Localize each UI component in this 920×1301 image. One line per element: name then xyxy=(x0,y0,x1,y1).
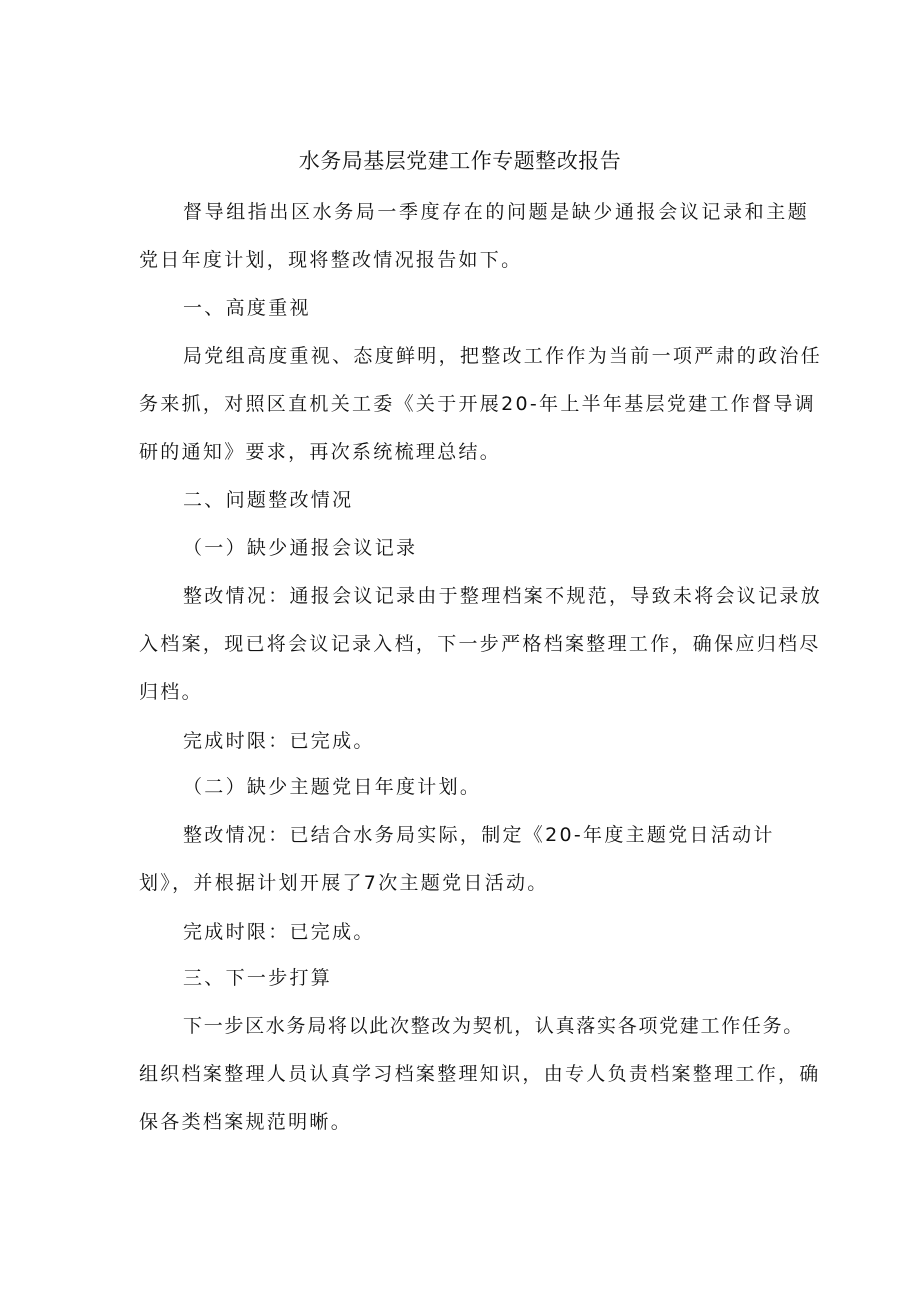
completion-deadline: 完成时限：已完成。 xyxy=(183,921,375,943)
paragraph-line: 研的通知》要求，再次系统梳理总结。 xyxy=(139,441,502,463)
paragraph-line: 归档。 xyxy=(139,681,203,703)
paragraph-line: 组织档案整理人员认真学习档案整理知识，由专人负责档案整理工作，确 xyxy=(139,1063,821,1085)
completion-deadline: 完成时限：已完成。 xyxy=(183,730,375,752)
document-title: 水务局基层党建工作专题整改报告 xyxy=(298,149,622,173)
paragraph-line: 保各类档案规范明晰。 xyxy=(139,1111,353,1133)
subsection-heading: （一）缺少通报会议记录 xyxy=(183,537,418,559)
paragraph-line: 整改情况：通报会议记录由于整理档案不规范，导致未将会议记录放 xyxy=(183,585,823,607)
paragraph-line: 整改情况：已结合水务局实际，制定《20-年度主题党日活动计 xyxy=(183,824,775,846)
paragraph-line: 划》，并根据计划开展了7次主题党日活动。 xyxy=(139,872,549,894)
section-heading: 一、高度重视 xyxy=(183,297,311,319)
paragraph-line: 下一步区水务局将以此次整改为契机，认真落实各项党建工作任务。 xyxy=(183,1015,805,1037)
section-heading: 二、问题整改情况 xyxy=(183,489,354,511)
subsection-heading: （二）缺少主题党日年度计划。 xyxy=(183,776,482,798)
paragraph-line: 局党组高度重视、态度鲜明，把整改工作作为当前一项严肃的政治任 xyxy=(183,345,823,367)
paragraph-line: 党日年度计划，现将整改情况报告如下。 xyxy=(139,249,523,271)
paragraph-line: 督导组指出区水务局一季度存在的问题是缺少通报会议记录和主题 xyxy=(183,201,810,223)
section-heading: 三、下一步打算 xyxy=(183,967,333,989)
paragraph-line: 入档案，现已将会议记录入档，下一步严格档案整理工作，确保应归档尽 xyxy=(139,633,821,655)
paragraph-line: 务来抓，对照区直机关工委《关于开展20-年上半年基层党建工作督导调 xyxy=(139,393,816,415)
